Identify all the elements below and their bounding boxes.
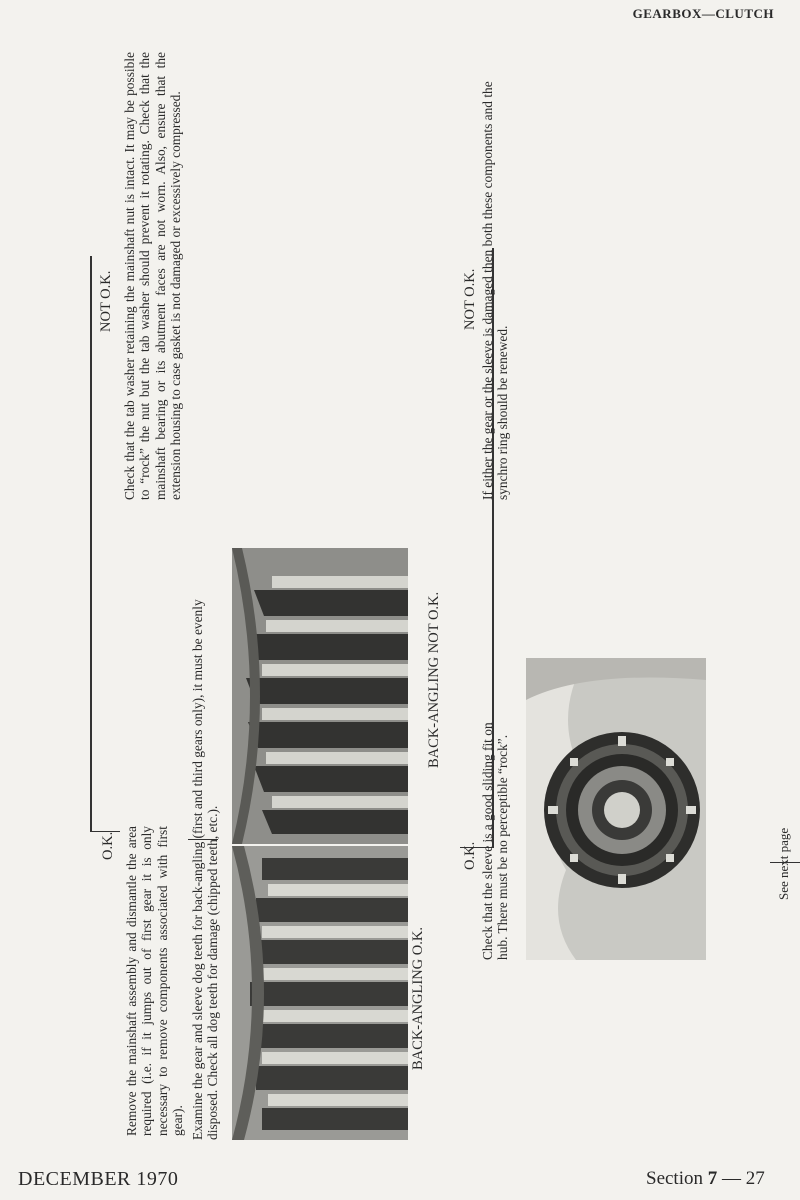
section-header: GEARBOX—CLUTCH [632, 6, 774, 21]
back-angling-not-ok-photo [232, 548, 408, 844]
back-angling-not-ok-caption: BACK-ANGLING NOT O.K. [426, 591, 442, 768]
footer-date: DECEMBER 1970 [18, 1168, 179, 1190]
see-next-page-text: See next page [776, 827, 791, 900]
top-notok-tick [90, 256, 91, 270]
footer-page-number: 27 [745, 1168, 765, 1189]
top-ok-tick [90, 818, 91, 832]
top-ok-label: O.K. [100, 831, 116, 860]
gear-teeth-ok-image [232, 846, 408, 1140]
footer-section-prefix: Section [646, 1168, 703, 1189]
bottom-ok-text: Check that the sleeve is a good sliding fit on hub. There must be no perceptible “rock”. [480, 722, 511, 960]
top-ok-text: Remove the mainshaft assembly and dismantle the area required (i.e. if it jumps out of first gear it is only necessary to remove components associated with first gear). [124, 826, 185, 1136]
back-angling-ok-caption: BACK-ANGLING O.K. [410, 927, 426, 1070]
bottom-notok-label: NOT O.K. [462, 268, 478, 330]
examine-instruction-text: Examine the gear and sleeve dog teeth for back-angling (first and third gears only), it must be evenly disposed. Check all dog teeth for damage (chipped teeth, etc.). [190, 599, 221, 1140]
gear-teeth-not-ok-image [232, 548, 408, 844]
footer-section-number: 7 [707, 1168, 718, 1189]
bottom-ok-label: O.K. [462, 841, 478, 870]
rotated-flowchart [60, 40, 800, 1160]
synchro-hub-photo [526, 658, 706, 960]
footer-section-page [646, 1168, 765, 1190]
synchro-hub-image [526, 658, 706, 960]
bottom-notok-text: If either the gear or the sleeve is damaged then both these components and the synchro ring should be renewed. [480, 81, 511, 500]
top-notok-label: NOT O.K. [98, 270, 114, 332]
top-branch-horizontal-line [90, 256, 92, 832]
top-notok-text: Check that the tab washer retaining the mainshaft nut is intact. It may be possible to “rock” the nut but the tab washer should prevent it rotating. Check that the mainshaft bearing or its abutment faces are not worn. Also, ensure that the extension housing to case gasket is not damaged or excessively compressed. [122, 52, 183, 500]
back-angling-ok-photo [232, 846, 408, 1140]
footer-page-separator: — [722, 1168, 741, 1189]
